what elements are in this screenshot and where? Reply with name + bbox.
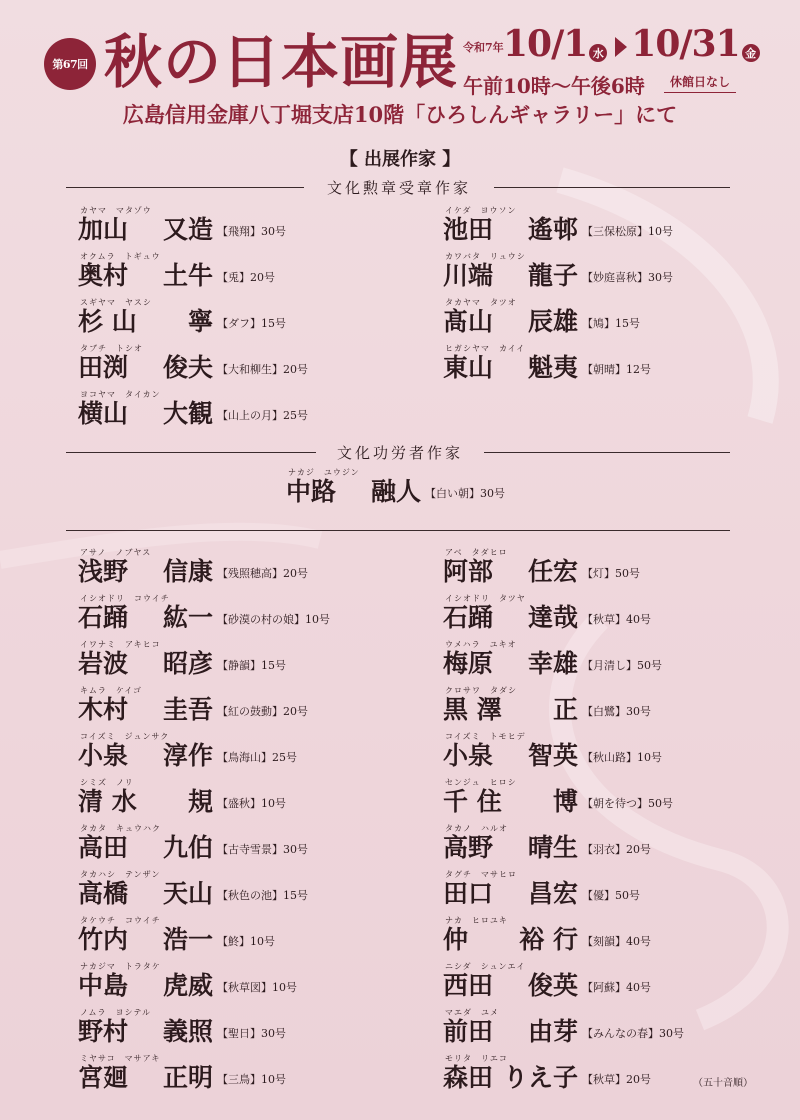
artist-given-name: 俊夫 — [162, 353, 213, 382]
artwork-title-size: 【白鷺】30号 — [582, 705, 651, 718]
opening-hours: 午前10時～午後6時 — [463, 74, 645, 98]
artist-family-name: 奥村 — [78, 261, 129, 290]
artist-entry — [443, 251, 763, 295]
artist-family-name: 宮廻 — [78, 1063, 129, 1092]
artist-entry — [443, 205, 763, 249]
artist-kana: ナカジマ トラタケ — [80, 962, 161, 971]
artist-entry — [78, 823, 398, 867]
exhibition-dates — [503, 18, 764, 70]
artist-entry — [78, 1007, 398, 1051]
artist-entry — [286, 467, 606, 511]
artwork-title-size: 【灯】50号 — [582, 567, 640, 580]
artist-given-name: 義照 — [162, 1017, 213, 1046]
artist-given-name: 昌宏 — [527, 879, 578, 908]
artwork-title-size: 【兎】20号 — [217, 271, 275, 284]
artist-kana: イシオドリ コウイチ — [80, 594, 170, 603]
exhibition-title: 秋の日本画展 — [104, 28, 459, 96]
artist-family-name: 高田 — [78, 833, 129, 862]
artist-family-name: 仲 — [443, 925, 469, 954]
divider — [484, 452, 730, 453]
artwork-title-size: 【朝晴】12号 — [582, 363, 651, 376]
artist-given-name: 浩一 — [162, 925, 213, 954]
divider — [66, 530, 730, 531]
artist-given-name: 大観 — [162, 399, 213, 428]
artwork-title-size: 【秋草図】10号 — [217, 981, 297, 994]
artist-kana: オクムラ トギュウ — [80, 252, 161, 261]
artwork-title-size: 【秋草】40号 — [582, 613, 651, 626]
artist-kana: ウメハラ ユキオ — [445, 640, 517, 649]
artist-kana: タカノ ハルオ — [445, 824, 508, 833]
artist-family-name: 髙山 — [443, 307, 494, 336]
era-label: 令和7年 — [463, 41, 504, 54]
artist-given-name: 土牛 — [162, 261, 213, 290]
artist-kana: ニシダ シュンエイ — [445, 962, 526, 971]
end-date: 10/31 — [631, 23, 740, 65]
artist-entry — [78, 777, 398, 821]
arrow-right-icon — [615, 37, 627, 57]
artist-given-name: 信康 — [162, 557, 213, 586]
artist-family-name: 岩波 — [78, 649, 129, 678]
artist-family-name: 野村 — [78, 1017, 129, 1046]
artist-entry — [78, 961, 398, 1005]
artist-given-name: 幸雄 — [527, 649, 578, 678]
artist-entry — [443, 731, 763, 775]
artist-kana: タカヤマ タツオ — [445, 298, 517, 307]
artist-entry — [443, 869, 763, 913]
artist-kana: イケダ ヨウソン — [445, 206, 517, 215]
artist-kana: カヤマ マタゾウ — [80, 206, 152, 215]
artist-entry — [443, 1007, 763, 1051]
artist-family-name: 森田 — [443, 1063, 494, 1092]
artist-family-name: 梅原 — [443, 649, 494, 678]
artist-family-name: 小泉 — [78, 741, 129, 770]
end-weekday: 金 — [742, 44, 760, 62]
divider — [66, 452, 316, 453]
artist-family-name: 竹内 — [78, 925, 129, 954]
artwork-title-size: 【山上の月】25号 — [217, 409, 308, 422]
artist-entry — [78, 547, 398, 591]
artist-kana: タケウチ コウイチ — [80, 916, 161, 925]
artist-kana: タグチ マサヒロ — [445, 870, 517, 879]
closed-days-note: 休館日なし — [664, 73, 736, 93]
artist-family-name: 西田 — [443, 971, 494, 1000]
artist-given-name: 融人 — [370, 477, 421, 506]
artist-kana: モリタ リエコ — [445, 1054, 508, 1063]
start-date: 10/1 — [503, 23, 588, 65]
artist-entry — [78, 251, 398, 295]
artwork-title-size: 【秋山路】10号 — [582, 751, 662, 764]
artist-kana: タカハシ テンザン — [80, 870, 161, 879]
artwork-title-size: 【阿蘇】40号 — [582, 981, 651, 994]
artist-given-name: 寧 — [187, 307, 213, 336]
divider — [494, 187, 730, 188]
artist-family-name: 前田 — [443, 1017, 494, 1046]
artist-entry — [78, 593, 398, 637]
artwork-title-size: 【紅の鼓動】20号 — [217, 705, 308, 718]
artwork-title-size: 【秋草】20号 — [582, 1073, 651, 1086]
artwork-title-size: 【鮗】10号 — [217, 935, 275, 948]
artist-kana: カワバタ リュウシ — [445, 252, 526, 261]
artist-entry — [443, 777, 763, 821]
divider — [66, 187, 304, 188]
artwork-title-size: 【鳩】15号 — [582, 317, 640, 330]
artist-kana: アベ タダヒロ — [445, 548, 508, 557]
edition-badge: 第67回 — [44, 38, 96, 90]
artist-kana: ナカジ ユウジン — [288, 468, 360, 477]
artwork-title-size: 【刻韻】40号 — [582, 935, 651, 948]
artist-entry — [443, 639, 763, 683]
artist-family-name: 中路 — [286, 477, 337, 506]
artist-family-name: 木村 — [78, 695, 129, 724]
artist-family-name: 田渕 — [78, 353, 129, 382]
artist-entry — [443, 685, 763, 729]
artist-family-name: 中島 — [78, 971, 129, 1000]
artist-entry — [78, 685, 398, 729]
artist-given-name: 辰雄 — [527, 307, 578, 336]
artist-given-name: 晴生 — [527, 833, 578, 862]
artist-given-name: 又造 — [162, 215, 213, 244]
artist-kana: コイズミ トモヒデ — [445, 732, 526, 741]
artist-family-name: 横山 — [78, 399, 129, 428]
section-heading-honors: 文化勲章受章作家 — [326, 179, 471, 197]
artist-entry — [443, 961, 763, 1005]
artwork-title-size: 【鳥海山】25号 — [217, 751, 297, 764]
artist-family-name: 川端 — [443, 261, 494, 290]
artist-family-name: 高橋 — [78, 879, 129, 908]
artist-kana: イワナミ アキヒコ — [80, 640, 161, 649]
artist-family-name: 池田 — [443, 215, 494, 244]
artist-kana: ヨコヤマ タイカン — [80, 390, 161, 399]
artist-given-name: 正 — [552, 695, 578, 724]
artwork-title-size: 【三保松原】10号 — [582, 225, 673, 238]
artwork-title-size: 【砂漠の村の娘】10号 — [217, 613, 330, 626]
artwork-title-size: 【妙庭喜秋】30号 — [582, 271, 673, 284]
artist-given-name: 九伯 — [162, 833, 213, 862]
artwork-title-size: 【朝を待つ】50号 — [582, 797, 673, 810]
artist-family-name: 千 住 — [443, 787, 502, 816]
artist-given-name: 裕 行 — [519, 925, 578, 954]
artist-given-name: 圭吾 — [162, 695, 213, 724]
artist-family-name: 東山 — [443, 353, 494, 382]
artist-family-name: 阿部 — [443, 557, 494, 586]
artist-family-name: 清 水 — [78, 787, 137, 816]
venue-line: 広島信用金庫八丁堀支店10階「ひろしんギャラリー」にて — [122, 102, 678, 127]
artist-entry — [443, 297, 763, 341]
artist-kana: ノムラ ヨシテル — [80, 1008, 152, 1017]
artwork-title-size: 【聖日】30号 — [217, 1027, 286, 1040]
section-heading-merit: 文化功労者作家 — [336, 444, 463, 462]
artist-entry — [78, 343, 398, 387]
artist-entry — [78, 297, 398, 341]
artist-given-name: 天山 — [162, 879, 213, 908]
artist-entry — [78, 869, 398, 913]
exhibitors-heading: 【 出展作家 】 — [339, 149, 461, 170]
artwork-title-size: 【月清し】50号 — [582, 659, 662, 672]
artwork-title-size: 【古寺雪景】30号 — [217, 843, 308, 856]
artist-entry — [443, 593, 763, 637]
artist-kana: センジュ ヒロシ — [445, 778, 517, 787]
artwork-title-size: 【ダフ】15号 — [217, 317, 286, 330]
artist-kana: コイズミ ジュンサク — [80, 732, 170, 741]
artist-kana: ミヤサコ マサアキ — [80, 1054, 161, 1063]
artist-kana: タブチ トシオ — [80, 344, 143, 353]
artist-given-name: 魁夷 — [527, 353, 578, 382]
artist-kana: キムラ ケイゴ — [80, 686, 143, 695]
artist-family-name: 石踊 — [78, 603, 129, 632]
artist-family-name: 加山 — [78, 215, 129, 244]
artist-entry — [443, 343, 763, 387]
artwork-title-size: 【三鳥】10号 — [217, 1073, 286, 1086]
artist-family-name: 田口 — [443, 879, 494, 908]
artist-family-name: 浅野 — [78, 557, 129, 586]
artist-given-name: 龍子 — [527, 261, 578, 290]
artist-family-name: 黒 澤 — [443, 695, 502, 724]
artist-family-name: 高野 — [443, 833, 494, 862]
artwork-title-size: 【飛翔】30号 — [217, 225, 286, 238]
artwork-title-size: 【秋色の池】15号 — [217, 889, 308, 902]
artwork-title-size: 【みんなの春】30号 — [582, 1027, 684, 1040]
artwork-title-size: 【盛秋】10号 — [217, 797, 286, 810]
artist-entry — [443, 915, 763, 959]
artist-entry — [78, 205, 398, 249]
artist-entry — [443, 547, 763, 591]
artist-given-name: 正明 — [162, 1063, 213, 1092]
artwork-title-size: 【優】50号 — [582, 889, 640, 902]
artist-family-name: 石踊 — [443, 603, 494, 632]
artist-kana: ナカ ヒロユキ — [445, 916, 508, 925]
artist-kana: スギヤマ ヤスシ — [80, 298, 152, 307]
artist-given-name: 任宏 — [527, 557, 578, 586]
artist-given-name: 遙邨 — [527, 215, 578, 244]
artwork-title-size: 【羽衣】20号 — [582, 843, 651, 856]
artist-given-name: 由芽 — [527, 1017, 578, 1046]
artist-entry — [443, 823, 763, 867]
artist-kana: シミズ ノリ — [80, 778, 134, 787]
artist-family-name: 小泉 — [443, 741, 494, 770]
artist-given-name: 俊英 — [527, 971, 578, 1000]
order-note: （五十音順） — [693, 1078, 753, 1089]
artist-kana: ヒガシヤマ カイイ — [445, 344, 526, 353]
artist-entry — [78, 639, 398, 683]
artist-entry — [78, 731, 398, 775]
artist-kana: クロサワ タダシ — [445, 686, 517, 695]
artist-entry — [78, 915, 398, 959]
artist-given-name: 昭彦 — [162, 649, 213, 678]
artwork-title-size: 【残照穂高】20号 — [217, 567, 308, 580]
artist-given-name: 博 — [552, 787, 578, 816]
artist-given-name: りえ子 — [502, 1063, 578, 1092]
artist-given-name: 規 — [187, 787, 213, 816]
artist-entry — [78, 1053, 398, 1097]
artwork-title-size: 【静韻】15号 — [217, 659, 286, 672]
artist-kana: アサノ ノブヤス — [80, 548, 152, 557]
artist-given-name: 智英 — [527, 741, 578, 770]
artist-kana: タカタ キュウハク — [80, 824, 161, 833]
artist-kana: マエダ ユメ — [445, 1008, 499, 1017]
artist-given-name: 虎威 — [162, 971, 213, 1000]
artist-family-name: 杉 山 — [78, 307, 137, 336]
artist-given-name: 達哉 — [527, 603, 578, 632]
artwork-title-size: 【大和柳生】20号 — [217, 363, 308, 376]
artwork-title-size: 【白い朝】30号 — [425, 487, 505, 500]
artist-given-name: 紘一 — [162, 603, 213, 632]
start-weekday: 水 — [589, 44, 607, 62]
artist-kana: イシオドリ タツヤ — [445, 594, 526, 603]
artist-entry — [78, 389, 398, 433]
artist-given-name: 淳作 — [162, 741, 213, 770]
